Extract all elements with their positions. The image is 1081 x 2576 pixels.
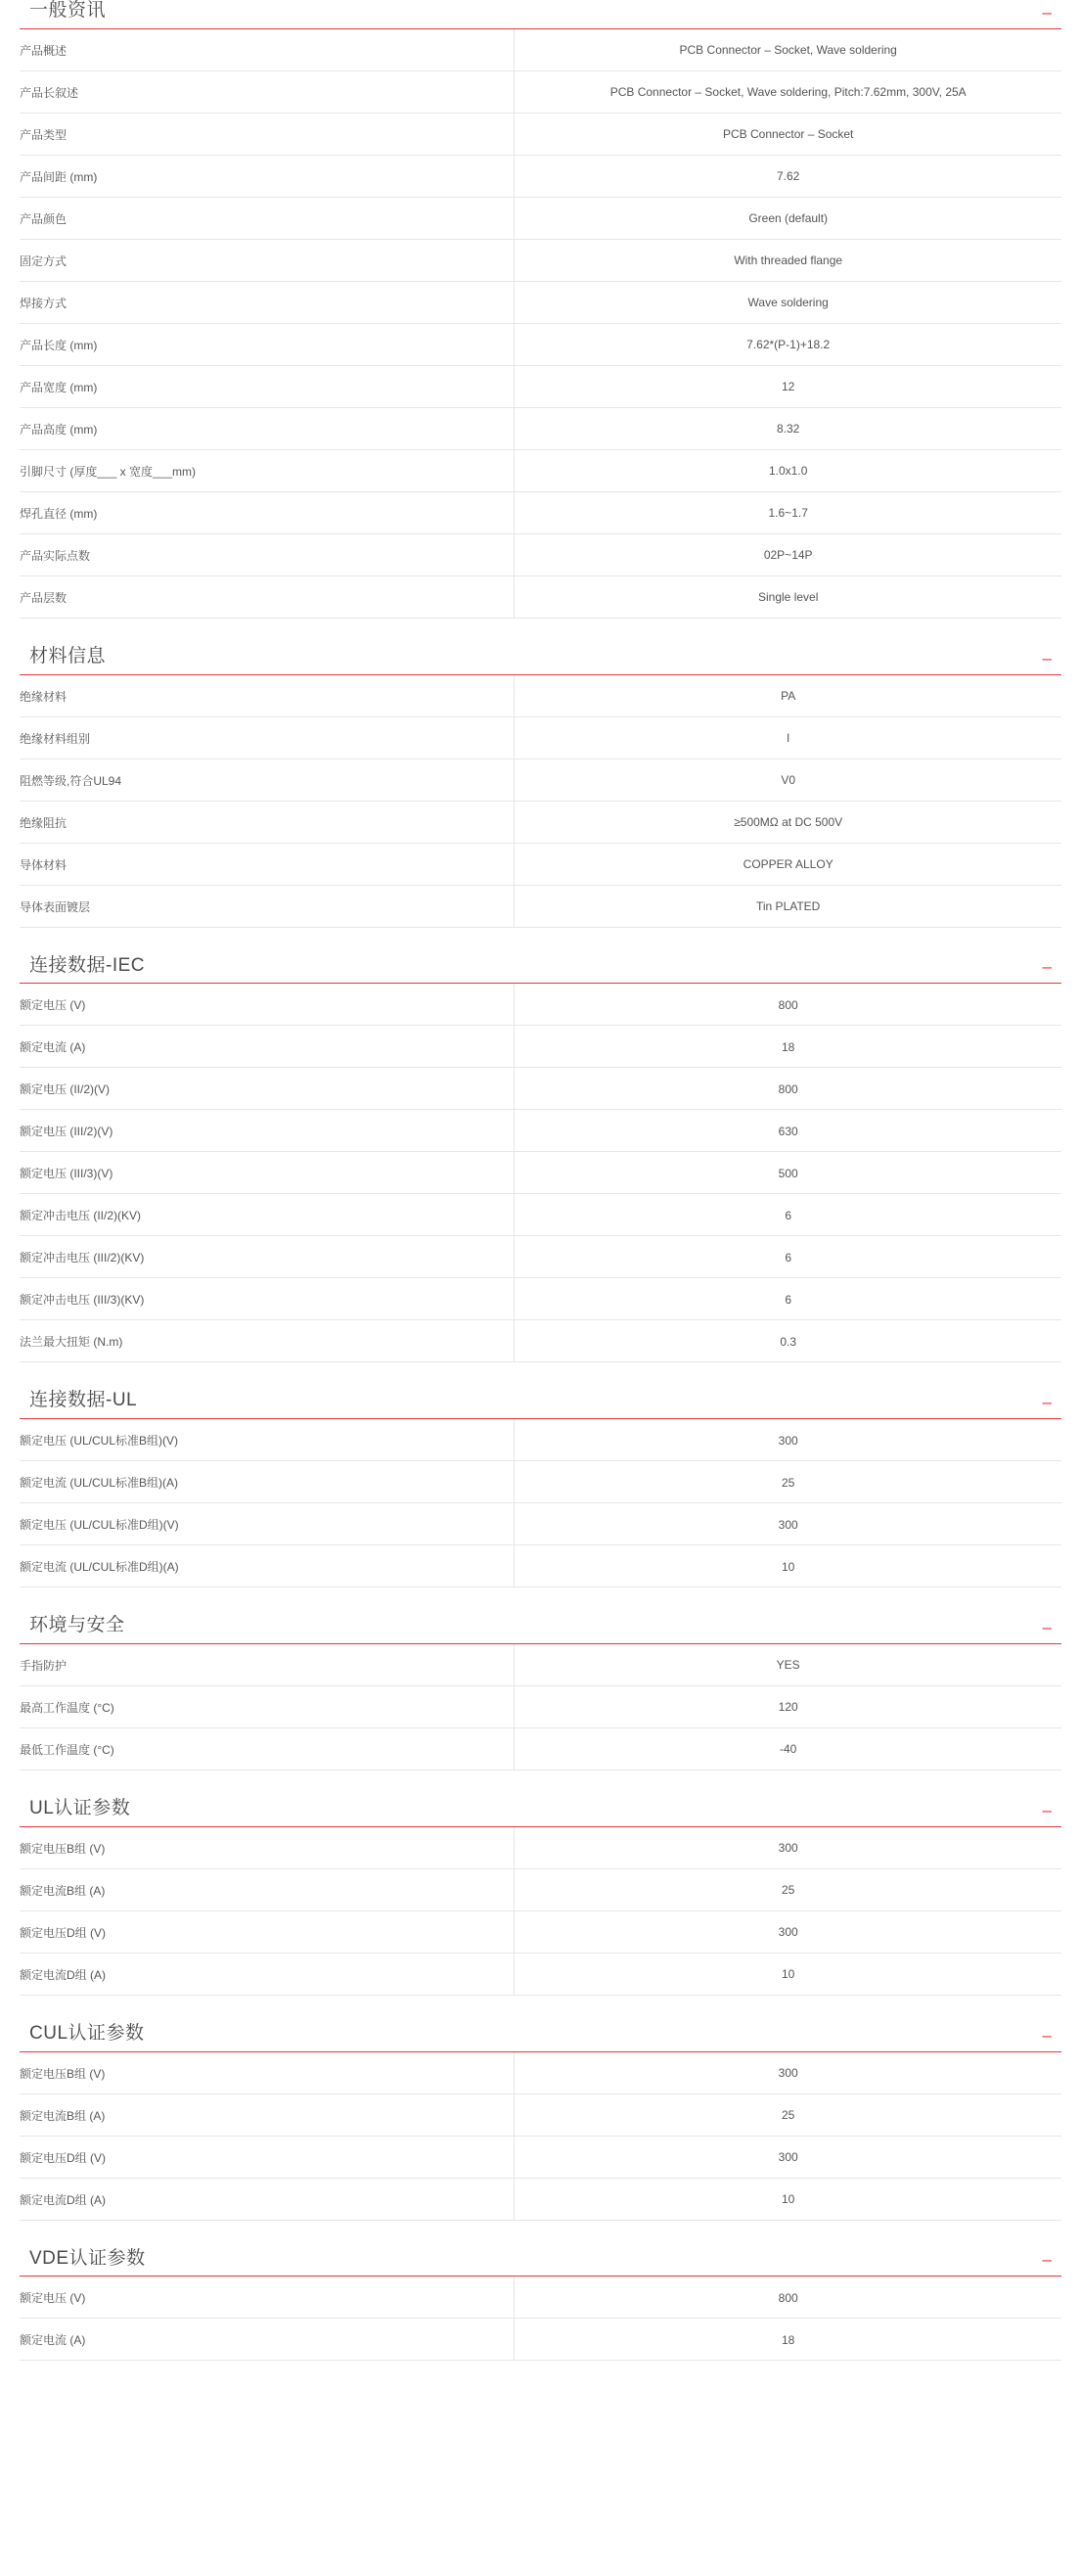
spec-label: 额定电压 (III/3)(V) [20, 1152, 515, 1194]
spec-label: 法兰最大扭矩 (N.m) [20, 1320, 515, 1362]
spec-label: 额定冲击电压 (III/3)(KV) [20, 1278, 515, 1320]
table-row [20, 1110, 1061, 1152]
table-row [20, 407, 1061, 449]
spec-value: ≥500MΩ at DC 500V [734, 815, 843, 830]
spec-table-general-info [20, 29, 1061, 619]
spec-value: 0.3 [780, 1334, 797, 1349]
table-row [20, 1644, 1061, 1686]
spec-label: 产品间距 (mm) [20, 155, 515, 197]
table-row [20, 1827, 1061, 1869]
spec-label: 焊孔直径 (mm) [20, 491, 515, 533]
spacer [0, 619, 1081, 646]
spec-label: 绝缘阻抗 [20, 801, 515, 843]
spec-label: 额定电流D组 (A) [20, 1953, 515, 1995]
table-row [20, 1727, 1061, 1770]
spec-value: 10 [782, 1967, 795, 1982]
table-row [20, 2136, 1061, 2178]
section-header-ul-certification[interactable] [20, 1798, 1061, 1827]
spec-value: PCB Connector – Socket, Wave soldering, Pitch:7.62mm, 300V, 25A [609, 85, 967, 100]
spec-label: 额定电压 (UL/CUL标准D组)(V) [20, 1503, 515, 1545]
spec-table-material-info [20, 675, 1061, 928]
table-row [20, 533, 1061, 575]
spec-value: 300 [778, 2150, 798, 2165]
spec-label: 导体材料 [20, 843, 515, 885]
spec-value: 300 [778, 1517, 798, 1532]
spec-value: -40 [780, 1742, 797, 1757]
spec-value: 300 [778, 1925, 798, 1940]
collapse-minus-icon[interactable]: – [1042, 1800, 1052, 1819]
spacer [0, 1362, 1081, 1390]
spec-value: 6 [785, 1292, 792, 1307]
spec-value: Single level [758, 590, 819, 605]
spec-table-connection-data-ul [20, 1419, 1061, 1587]
spec-value: 300 [778, 1841, 798, 1856]
spec-label: 产品概述 [20, 29, 515, 71]
spec-label: 额定电压D组 (V) [20, 1910, 515, 1953]
spec-table-environment-safety [20, 1644, 1061, 1771]
section-material-info [0, 619, 1081, 928]
spec-label: 产品实际点数 [20, 533, 515, 575]
spec-label: 产品层数 [20, 575, 515, 618]
spec-value: 02P~14P [763, 548, 813, 563]
spec-table-vde-certification [20, 2277, 1061, 2361]
table-row [20, 2093, 1061, 2136]
collapse-minus-icon[interactable]: – [1042, 2025, 1052, 2045]
table-row [20, 1068, 1061, 1110]
spacer [0, 1996, 1081, 2023]
section-title: 材料信息 [29, 645, 107, 667]
spec-table-connection-data-iec [20, 984, 1061, 1362]
spec-label: 额定冲击电压 (III/2)(KV) [20, 1236, 515, 1278]
spec-label: 额定电流 (A) [20, 1026, 515, 1068]
table-row [20, 365, 1061, 407]
table-row [20, 1685, 1061, 1727]
spec-value: COPPER ALLOY [743, 857, 833, 872]
collapse-minus-icon[interactable]: – [1042, 2, 1052, 22]
spec-value: Tin PLATED [756, 899, 821, 914]
table-row [20, 239, 1061, 281]
section-title: 连接数据-UL [29, 1390, 138, 1411]
spec-label: 额定电压D组 (V) [20, 2136, 515, 2178]
section-header-general-info[interactable] [20, 0, 1061, 29]
section-header-connection-data-ul[interactable] [20, 1390, 1061, 1419]
spec-label: 额定电压 (V) [20, 984, 515, 1026]
spec-label: 引脚尺寸 (厚度___ x 宽度___mm) [20, 449, 515, 491]
table-row [20, 1503, 1061, 1545]
table-row [20, 1545, 1061, 1587]
section-header-vde-certification[interactable] [20, 2248, 1061, 2277]
spec-value: 500 [778, 1166, 798, 1180]
spec-value: 300 [778, 2066, 798, 2081]
section-ul-certification [0, 1771, 1081, 1996]
section-vde-certification [0, 2221, 1081, 2362]
spec-value: 800 [778, 1081, 798, 1096]
collapse-minus-icon[interactable]: – [1042, 1617, 1052, 1636]
table-row [20, 1320, 1061, 1362]
section-environment-safety [0, 1587, 1081, 1771]
spec-value: 800 [778, 997, 798, 1012]
section-connection-data-ul [0, 1362, 1081, 1587]
spec-label: 手指防护 [20, 1644, 515, 1686]
spec-value: 6 [785, 1250, 792, 1265]
spec-label: 额定电流B组 (A) [20, 2093, 515, 2136]
table-row [20, 1152, 1061, 1194]
spec-value: 25 [782, 1475, 795, 1490]
table-row [20, 1953, 1061, 1995]
table-row [20, 575, 1061, 618]
section-title: 一般资讯 [29, 0, 107, 21]
spec-label: 额定电压B组 (V) [20, 2052, 515, 2094]
spec-value: 300 [778, 1433, 798, 1448]
spec-value: 18 [782, 1039, 795, 1054]
table-row [20, 1278, 1061, 1320]
spec-label: 额定电流 (UL/CUL标准D组)(A) [20, 1545, 515, 1587]
section-title: 环境与安全 [29, 1615, 125, 1636]
table-row [20, 984, 1061, 1026]
table-row [20, 29, 1061, 71]
table-row [20, 449, 1061, 491]
spec-value: With threaded flange [734, 253, 843, 268]
spec-label: 产品长叙述 [20, 70, 515, 113]
table-row [20, 491, 1061, 533]
spacer [0, 1771, 1081, 1798]
collapse-minus-icon[interactable]: – [1042, 957, 1052, 977]
spec-value: PCB Connector – Socket, Wave soldering [679, 43, 897, 58]
table-row [20, 759, 1061, 801]
spec-label: 额定电压 (UL/CUL标准B组)(V) [20, 1419, 515, 1461]
table-row [20, 1026, 1061, 1068]
spec-label: 绝缘材料 [20, 675, 515, 717]
table-row [20, 1419, 1061, 1461]
table-row [20, 2052, 1061, 2094]
spec-label: 额定电流B组 (A) [20, 1868, 515, 1910]
spec-label: 焊接方式 [20, 281, 515, 323]
spec-value: Wave soldering [747, 296, 829, 310]
table-row [20, 675, 1061, 717]
spec-value: PCB Connector – Socket [722, 127, 854, 142]
spec-label: 产品宽度 (mm) [20, 365, 515, 407]
section-title: VDE认证参数 [29, 2247, 146, 2269]
table-row [20, 281, 1061, 323]
spec-label: 导体表面镀层 [20, 885, 515, 927]
spec-value: V0 [781, 773, 796, 788]
spec-value: 18 [782, 2332, 795, 2347]
table-row [20, 323, 1061, 365]
spec-value: 120 [778, 1700, 798, 1715]
spec-label: 绝缘材料组别 [20, 716, 515, 759]
spec-table-ul-certification [20, 1827, 1061, 1996]
section-header-environment-safety[interactable] [20, 1615, 1061, 1644]
spec-value: 10 [782, 2192, 795, 2207]
spec-label: 额定电流D组 (A) [20, 2178, 515, 2220]
table-row [20, 885, 1061, 927]
table-row [20, 716, 1061, 759]
section-header-material-info[interactable] [20, 646, 1061, 675]
spec-label: 产品高度 (mm) [20, 407, 515, 449]
spec-label: 最低工作温度 (°C) [20, 1727, 515, 1770]
spec-label: 额定电流 (UL/CUL标准B组)(A) [20, 1461, 515, 1503]
spec-value: 10 [782, 1559, 795, 1574]
section-connection-data-iec [0, 928, 1081, 1363]
table-row [20, 155, 1061, 197]
spec-label: 额定电压 (V) [20, 2277, 515, 2319]
spec-label: 产品长度 (mm) [20, 323, 515, 365]
spec-label: 产品颜色 [20, 197, 515, 239]
table-row [20, 2319, 1061, 2361]
table-row [20, 2178, 1061, 2220]
spec-label: 固定方式 [20, 239, 515, 281]
table-row [20, 843, 1061, 885]
spec-value: Green (default) [748, 211, 829, 226]
spec-label: 额定电压B组 (V) [20, 1827, 515, 1869]
spec-label: 额定冲击电压 (II/2)(KV) [20, 1194, 515, 1236]
spacer [0, 1587, 1081, 1615]
spec-label: 额定电压 (II/2)(V) [20, 1068, 515, 1110]
spec-label: 产品类型 [20, 113, 515, 155]
table-row [20, 70, 1061, 113]
table-row [20, 1868, 1061, 1910]
spec-value: 630 [778, 1124, 798, 1138]
spec-value: I [787, 731, 790, 746]
spec-value: 1.0x1.0 [769, 464, 808, 479]
spec-value: PA [781, 689, 796, 704]
spec-label: 额定电流 (A) [20, 2319, 515, 2361]
spec-value: 1.6~1.7 [768, 506, 808, 521]
spec-label: 额定电压 (III/2)(V) [20, 1110, 515, 1152]
spec-value: 7.62 [777, 169, 800, 184]
table-row [20, 113, 1061, 155]
section-header-connection-data-iec[interactable] [20, 955, 1061, 985]
table-row [20, 197, 1061, 239]
section-title: 连接数据-IEC [29, 954, 146, 976]
spec-table-cul-certification [20, 2052, 1061, 2221]
table-row [20, 1236, 1061, 1278]
spacer [0, 928, 1081, 955]
spec-value: 8.32 [777, 422, 800, 437]
section-cul-certification [0, 1996, 1081, 2221]
collapse-minus-icon[interactable]: – [1042, 2250, 1052, 2270]
table-row [20, 2277, 1061, 2319]
spec-value: 25 [782, 1883, 795, 1898]
section-title: CUL认证参数 [29, 2022, 145, 2044]
table-row [20, 801, 1061, 843]
spec-value: 800 [778, 2290, 798, 2305]
table-row [20, 1910, 1061, 1953]
section-general-info [0, 0, 1081, 619]
collapse-minus-icon[interactable]: – [1042, 648, 1052, 667]
table-row [20, 1461, 1061, 1503]
spec-value: 7.62*(P-1)+18.2 [746, 338, 831, 352]
section-header-cul-certification[interactable] [20, 2023, 1061, 2052]
spec-value: 25 [782, 2108, 795, 2123]
collapse-minus-icon[interactable]: – [1042, 1393, 1052, 1412]
table-row [20, 1194, 1061, 1236]
spacer [0, 2221, 1081, 2248]
spec-value: 12 [782, 380, 795, 394]
spec-label: 最高工作温度 (°C) [20, 1685, 515, 1727]
spec-label: 阻燃等级,符合UL94 [20, 759, 515, 801]
spec-value: YES [776, 1658, 800, 1673]
spec-value: 6 [785, 1208, 792, 1222]
section-title: UL认证参数 [29, 1797, 131, 1818]
